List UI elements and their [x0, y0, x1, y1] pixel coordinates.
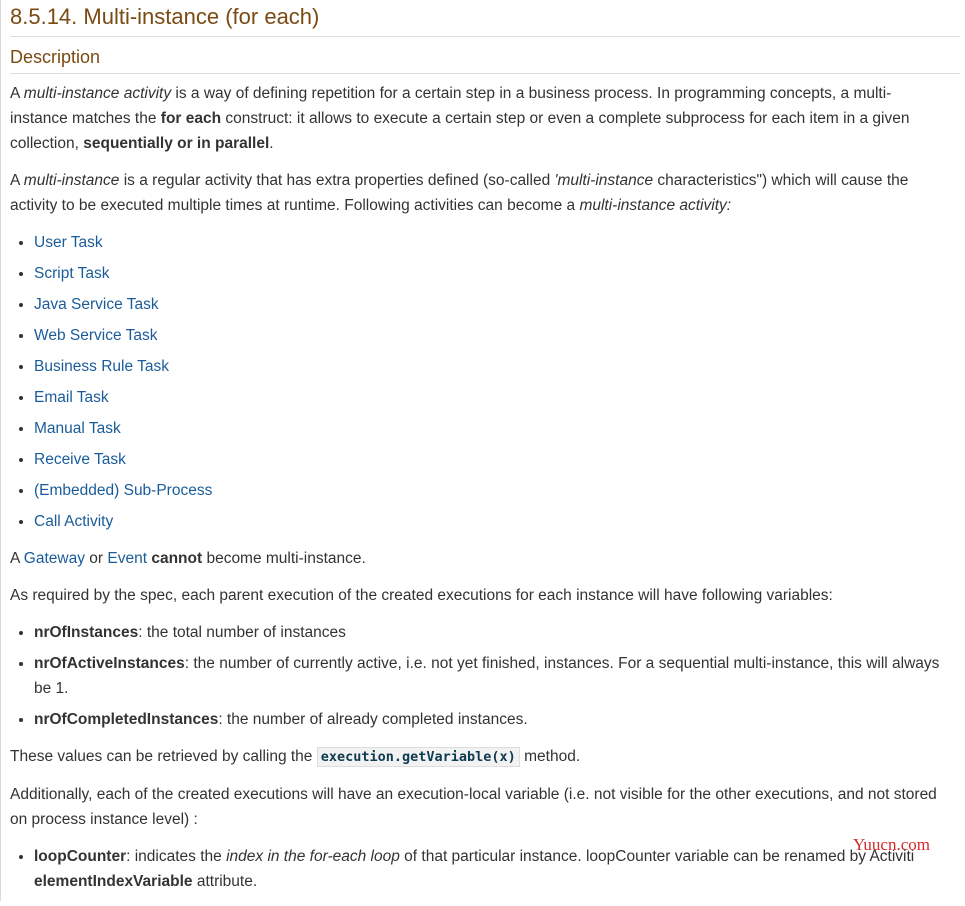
text: is a regular activity that has extra properties defined (so-called	[119, 172, 555, 189]
watermark: Yuucn.com	[853, 835, 930, 854]
section-title: 8.5.14. Multi-instance (for each)	[10, 4, 960, 37]
text: A	[10, 550, 24, 567]
strong-text: cannot	[151, 550, 203, 567]
link-email-task[interactable]: Email Task	[34, 389, 109, 406]
link-receive-task[interactable]: Receive Task	[34, 451, 126, 468]
variable-name: nrOfActiveInstances	[34, 655, 185, 672]
strong-text: elementIndexVariable	[34, 873, 193, 890]
link-web-service-task[interactable]: Web Service Task	[34, 327, 158, 344]
list-item	[34, 844, 945, 894]
text: method.	[519, 748, 581, 765]
text: construct: it allows to execute a certain step or even a complete subprocess for each item in a given collection,	[10, 110, 910, 152]
link-event[interactable]: Event	[107, 550, 148, 567]
link-user-task[interactable]: User Task	[34, 234, 103, 251]
variable-description: : the number of already completed instances.	[218, 711, 528, 728]
text: .	[269, 135, 274, 152]
link-java-service-task[interactable]: Java Service Task	[34, 296, 159, 313]
link-business-rule-task[interactable]: Business Rule Task	[34, 358, 169, 375]
list-item	[34, 292, 945, 317]
list-item	[34, 416, 945, 441]
emphasis: index in the for-each loop	[226, 848, 400, 865]
link-manual-task[interactable]: Manual Task	[34, 420, 121, 437]
text: A	[10, 85, 24, 102]
link-gateway[interactable]: Gateway	[23, 550, 85, 567]
list-item	[34, 620, 945, 645]
list-item	[34, 478, 945, 503]
list-item	[34, 261, 945, 286]
emphasis: multi-instance	[23, 172, 120, 189]
text: A	[10, 172, 24, 189]
list-item	[34, 354, 945, 379]
text: become multi-instance.	[202, 550, 366, 567]
intro-paragraph	[10, 81, 945, 156]
emphasis: multi-instance activity:	[579, 197, 732, 214]
variable-description: : the total number of instances	[138, 624, 346, 641]
local-variable-paragraph: Additionally, each of the created executions will have an execution-local variable (i.e. not visible for the other executions, and not stored on process instance level) :	[10, 786, 937, 828]
list-item	[34, 651, 945, 701]
strong-text: sequentially or in parallel	[83, 135, 270, 152]
variable-description: : the number of currently active, i.e. not yet finished, instances. For a sequential multi-instance, this will always be 1.	[34, 655, 940, 697]
list-item	[34, 707, 945, 732]
link-call-activity[interactable]: Call Activity	[34, 513, 114, 530]
link-script-task[interactable]: Script Task	[34, 265, 110, 282]
list-item	[34, 323, 945, 348]
emphasis: multi-instance activity	[23, 85, 172, 102]
local-variable-list	[10, 844, 945, 894]
description-heading: Description	[10, 47, 960, 74]
text: : indicates the	[126, 848, 227, 865]
text: of that particular instance. loopCounter variable can be renamed by Activiti	[399, 848, 915, 865]
content-body	[10, 81, 945, 906]
list-item	[34, 509, 945, 534]
variable-list	[10, 620, 945, 732]
retrieve-paragraph	[10, 744, 945, 770]
link-embedded-sub-process[interactable]: (Embedded) Sub-Process	[34, 482, 213, 499]
text: is a way of defining repetition for a certain step in a business process. In programming concepts, a multi-instance matches the	[10, 85, 892, 127]
list-item	[34, 447, 945, 472]
activity-list	[10, 230, 945, 534]
list-item	[34, 385, 945, 410]
strong-text: for each	[160, 110, 222, 127]
spec-paragraph: As required by the spec, each parent execution of the created executions for each instance will have following variables:	[10, 587, 833, 604]
characteristics-paragraph	[10, 168, 945, 218]
left-border	[0, 0, 1, 901]
text: These values can be retrieved by calling the	[10, 748, 317, 765]
variable-name: nrOfCompletedInstances	[34, 711, 219, 728]
text: characteristics") which will cause the activity to be executed multiple times at runtime. Following activities can become a	[10, 172, 909, 214]
gateway-event-paragraph	[10, 546, 945, 571]
variable-name: loopCounter	[34, 848, 127, 865]
emphasis: 'multi-instance	[554, 172, 654, 189]
text: attribute.	[192, 873, 258, 890]
list-item	[34, 230, 945, 255]
text: or	[84, 550, 108, 567]
variable-name: nrOfInstances	[34, 624, 139, 641]
inline-code: execution.getVariable(x)	[317, 747, 520, 767]
